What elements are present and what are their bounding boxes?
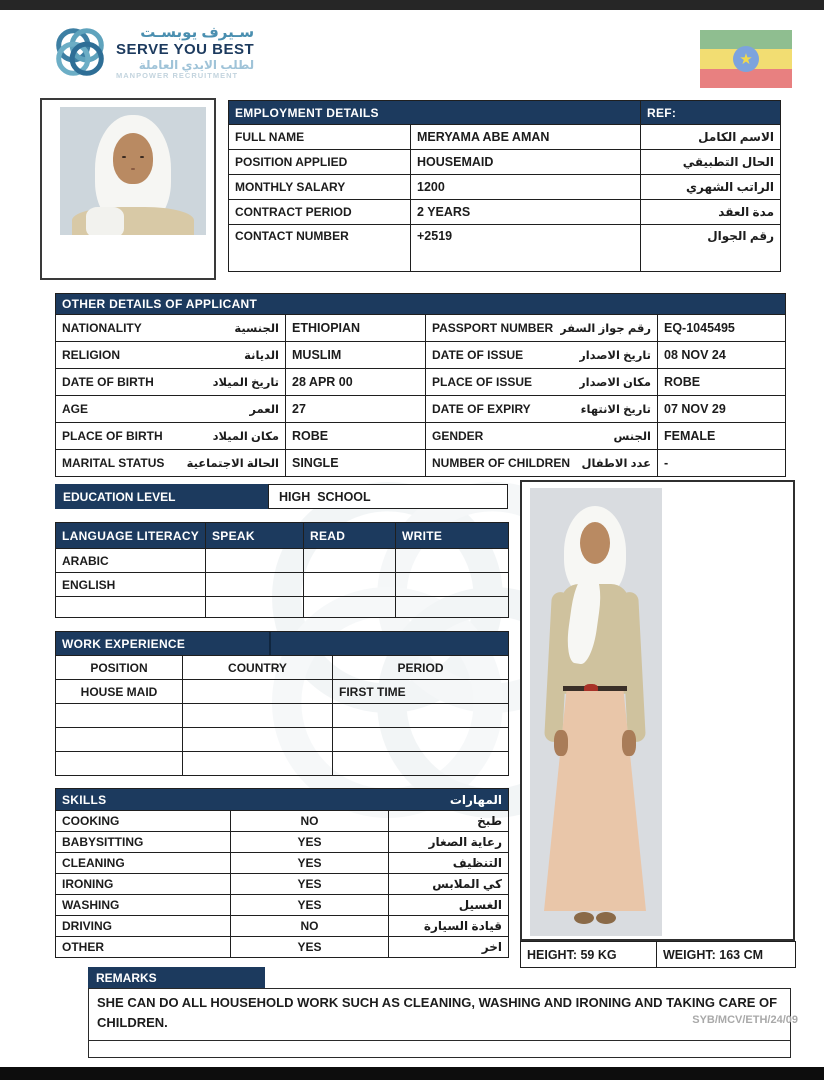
empty-speak-cell — [206, 597, 304, 618]
position-applied-value: HOUSEMAID — [411, 150, 641, 175]
full-name-value: MERYAMA ABE AMAN — [411, 125, 641, 150]
ethiopia-flag-icon — [700, 30, 792, 88]
agency-logo-icon — [52, 24, 108, 80]
table-row — [229, 200, 781, 225]
marital-status-label: MARITAL STATUS — [62, 456, 165, 470]
passport-number-label-arabic: رقم جواز السفر — [559, 323, 651, 335]
table-row — [56, 832, 509, 853]
date-of-issue-label-arabic: تاريخ الاصدار — [579, 350, 651, 362]
experience-position-cell — [56, 752, 183, 776]
agency-tagline: MANPOWER RECRUITMENT — [116, 71, 239, 81]
portrait-eye — [122, 156, 126, 159]
experience-country-cell — [183, 704, 333, 728]
ref-header: REF: — [641, 101, 781, 125]
arabic-read-cell — [304, 549, 396, 573]
period-column-header: PERIOD — [333, 656, 509, 680]
language-empty-label — [56, 597, 206, 618]
washing-label: WASHING — [56, 895, 231, 916]
marital-status-value: SINGLE — [286, 450, 426, 477]
other-details-header: OTHER DETAILS OF APPLICANT — [56, 294, 786, 315]
experience-position-cell — [56, 728, 183, 752]
position-column-header: POSITION — [56, 656, 183, 680]
portrait-scarf — [86, 207, 124, 235]
agency-name: SERVE YOU BEST — [116, 41, 255, 59]
gender-label-arabic: الجنس — [613, 431, 651, 443]
agency-logo-text — [116, 24, 254, 81]
read-header: READ — [304, 523, 396, 549]
table-row — [56, 342, 786, 369]
experience-country-cell — [183, 728, 333, 752]
nationality-label-arabic: الجنسية — [234, 323, 279, 335]
employment-details-header: EMPLOYMENT DETAILS — [229, 101, 641, 125]
date-of-issue-value: 08 NOV 24 — [658, 342, 786, 369]
cleaning-value: YES — [231, 853, 389, 874]
table-row — [229, 225, 781, 272]
place-of-birth-label-arabic: مكان الميلاد — [212, 431, 279, 443]
experience-period-cell — [333, 752, 509, 776]
religion-label: RELIGION — [62, 348, 121, 362]
date-of-expiry-label-arabic: تاريخ الانتهاء — [580, 404, 651, 416]
gender-value: FEMALE — [658, 423, 786, 450]
write-header: WRITE — [396, 523, 509, 549]
weight-value: WEIGHT: 163 CM — [657, 942, 796, 968]
skills-header — [56, 789, 509, 811]
babysitting-label: BABYSITTING — [56, 832, 231, 853]
table-row — [56, 423, 786, 450]
place-of-birth-label: PLACE OF BIRTH — [62, 429, 163, 443]
experience-country-cell — [183, 680, 333, 704]
ironing-value: YES — [231, 874, 389, 895]
agency-name-arabic: سـيرف يوبسـت — [140, 24, 255, 41]
number-of-children-value: - — [658, 450, 786, 477]
other-skill-label: OTHER — [56, 937, 231, 958]
table-row — [56, 573, 509, 597]
driving-value: NO — [231, 916, 389, 937]
babysitting-label-arabic: رعاية الصغار — [389, 832, 509, 853]
english-write-cell — [396, 573, 509, 597]
nationality-value: ETHIOPIAN — [286, 315, 426, 342]
table-row — [521, 942, 796, 968]
remarks-empty-row — [88, 1041, 791, 1058]
monthly-salary-label-arabic: الراتب الشهري — [641, 175, 781, 200]
monthly-salary-label: MONTHLY SALARY — [229, 175, 411, 200]
contract-period-value: 2 YEARS — [411, 200, 641, 225]
language-english-label: ENGLISH — [56, 573, 206, 597]
body-hand-right — [622, 730, 636, 756]
religion-label-arabic: الديانة — [244, 350, 279, 362]
reference-code: SYB/MCV/ETH/24/09 — [692, 1014, 798, 1026]
empty-read-cell — [304, 597, 396, 618]
religion-value: MUSLIM — [286, 342, 426, 369]
table-row — [56, 853, 509, 874]
flag-star-emblem-icon: ★ — [733, 46, 759, 72]
experience-position-cell — [56, 704, 183, 728]
passport-number-label: PASSPORT NUMBER — [432, 321, 554, 335]
country-column-header: COUNTRY — [183, 656, 333, 680]
agency-tagline-arabic: لطلب الايدي العاملة — [138, 57, 255, 72]
skills-table — [55, 788, 508, 958]
place-of-issue-value: ROBE — [658, 369, 786, 396]
age-value: 27 — [286, 396, 426, 423]
skills-header-label: SKILLS — [62, 792, 107, 807]
portrait-eye — [140, 156, 144, 159]
english-read-cell — [304, 573, 396, 597]
date-of-birth-label: DATE OF BIRTH — [62, 375, 154, 389]
contract-period-label: CONTRACT PERIOD — [229, 200, 411, 225]
nationality-label: NATIONALITY — [62, 321, 142, 335]
portrait-mouth — [131, 168, 134, 170]
marital-status-label-arabic: الحالة الاجتماعية — [186, 458, 279, 470]
other-details-table — [55, 293, 785, 477]
table-row — [229, 125, 781, 150]
table-row — [56, 597, 509, 618]
work-experience-header: WORK EXPERIENCE — [56, 632, 509, 656]
table-row — [229, 150, 781, 175]
education-level-value: HIGH SCHOOL — [268, 484, 508, 509]
education-level-label: EDUCATION LEVEL — [55, 484, 268, 509]
table-row — [229, 175, 781, 200]
height-value: HEIGHT: 59 KG — [521, 942, 657, 968]
monthly-salary-value: 1200 — [411, 175, 641, 200]
gender-label: GENDER — [432, 429, 484, 443]
number-of-children-label: NUMBER OF CHILDREN — [432, 456, 570, 470]
cleaning-label-arabic: التنظيف — [389, 853, 509, 874]
body-foot-left — [574, 912, 594, 924]
age-label-arabic: العمر — [249, 404, 279, 416]
height-weight-table — [520, 941, 795, 968]
table-row — [56, 315, 786, 342]
applicant-portrait-photo — [40, 98, 216, 280]
ironing-label: IRONING — [56, 874, 231, 895]
header-divider — [269, 632, 271, 655]
speak-header: SPEAK — [206, 523, 304, 549]
remarks-text: SHE CAN DO ALL HOUSEHOLD WORK SUCH AS CLEANING, WASHING AND IRONING AND TAKING CARE OF CHILDREN. — [88, 988, 791, 1041]
date-of-expiry-value: 07 NOV 29 — [658, 396, 786, 423]
contact-number-label-arabic: رقم الجوال — [641, 225, 781, 272]
experience-period-cell: FIRST TIME — [333, 680, 509, 704]
experience-period-cell — [333, 704, 509, 728]
table-row — [56, 704, 509, 728]
contract-period-label-arabic: مدة العقد — [641, 200, 781, 225]
table-row — [56, 680, 509, 704]
table-row — [56, 916, 509, 937]
cooking-value: NO — [231, 811, 389, 832]
date-of-issue-label: DATE OF ISSUE — [432, 348, 524, 362]
table-row — [56, 874, 509, 895]
table-row — [56, 811, 509, 832]
cooking-label-arabic: طبخ — [389, 811, 509, 832]
employment-details-table — [228, 100, 780, 272]
place-of-birth-value: ROBE — [286, 423, 426, 450]
other-skill-label-arabic: اخر — [389, 937, 509, 958]
language-literacy-table — [55, 522, 508, 618]
english-speak-cell — [206, 573, 304, 597]
position-applied-label-arabic: الحال التطبيقي — [641, 150, 781, 175]
full-body-photo-image — [530, 488, 662, 936]
cleaning-label: CLEANING — [56, 853, 231, 874]
table-row — [56, 937, 509, 958]
empty-write-cell — [396, 597, 509, 618]
date-of-birth-value: 28 APR 00 — [286, 369, 426, 396]
arabic-speak-cell — [206, 549, 304, 573]
washing-value: YES — [231, 895, 389, 916]
table-row — [56, 396, 786, 423]
cv-document-page — [0, 10, 824, 1067]
date-of-expiry-label: DATE OF EXPIRY — [432, 402, 531, 416]
passport-number-value: EQ-1045495 — [658, 315, 786, 342]
experience-position-cell: HOUSE MAID — [56, 680, 183, 704]
remarks-header: REMARKS — [88, 967, 265, 988]
agency-logo — [52, 24, 254, 81]
driving-label-arabic: قيادة السيارة — [389, 916, 509, 937]
arabic-write-cell — [396, 549, 509, 573]
table-row — [56, 549, 509, 573]
babysitting-value: YES — [231, 832, 389, 853]
place-of-issue-label-arabic: مكان الاصدار — [579, 377, 651, 389]
experience-period-cell — [333, 728, 509, 752]
language-literacy-header: LANGUAGE LITERACY — [56, 523, 206, 549]
language-arabic-label: ARABIC — [56, 549, 206, 573]
place-of-issue-label: PLACE OF ISSUE — [432, 375, 533, 389]
portrait-photo-image — [60, 107, 206, 235]
table-row — [56, 369, 786, 396]
applicant-full-body-photo — [520, 480, 795, 941]
body-hand-left — [554, 730, 568, 756]
experience-country-cell — [183, 752, 333, 776]
scan-edge-top — [0, 0, 824, 10]
table-row — [56, 450, 786, 477]
body-foot-right — [596, 912, 616, 924]
age-label: AGE — [62, 402, 89, 416]
other-skill-value: YES — [231, 937, 389, 958]
contact-number-value: +2519 — [411, 225, 641, 272]
ironing-label-arabic: كي الملابس — [389, 874, 509, 895]
washing-label-arabic: الغسيل — [389, 895, 509, 916]
table-row — [56, 656, 509, 680]
table-row — [56, 752, 509, 776]
work-experience-table — [55, 631, 508, 776]
driving-label: DRIVING — [56, 916, 231, 937]
full-name-label-arabic: الاسم الكامل — [641, 125, 781, 150]
date-of-birth-label-arabic: تاريخ الميلاد — [212, 377, 279, 389]
number-of-children-label-arabic: عدد الاطفال — [581, 458, 651, 470]
scan-edge-bottom — [0, 1067, 824, 1080]
body-face — [580, 522, 610, 564]
cooking-label: COOKING — [56, 811, 231, 832]
position-applied-label: POSITION APPLIED — [229, 150, 411, 175]
table-row — [56, 728, 509, 752]
skills-header-arabic: المهارات — [449, 792, 502, 807]
contact-number-label: CONTACT NUMBER — [229, 225, 411, 272]
portrait-face — [113, 133, 154, 184]
full-name-label: FULL NAME — [229, 125, 411, 150]
table-row — [56, 895, 509, 916]
